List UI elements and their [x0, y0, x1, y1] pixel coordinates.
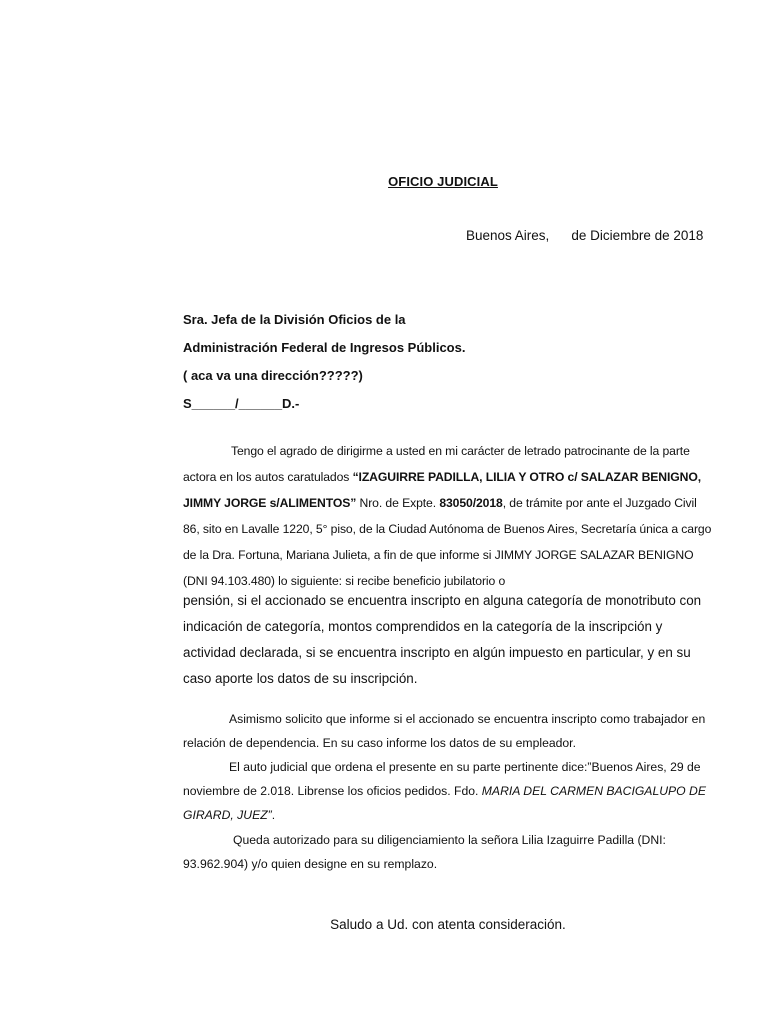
recipient-line-2: Administración Federal de Ingresos Públicos. — [183, 340, 466, 355]
paragraph-request — [183, 438, 715, 594]
recipient-line-3: ( aca va una dirección?????) — [183, 368, 363, 383]
p1-text-3: , de trámite por ante el Juzgado Civil 86, sito en Lavalle 1220, 5° piso, de la Ciudad Autónoma de Buenos Aires, Secretaría única a cargo de la Dra. Fortuna, Mariana Julieta, a fin de que informe si JIMMY JORGE SALAZAR BENIGNO (DNI 94.103.480) lo siguiente: si recibe beneficio jubilatorio o — [183, 496, 712, 588]
date-city: Buenos Aires, — [466, 228, 550, 243]
recipient-line-4: S______/______D.- — [183, 396, 300, 411]
case-number: 83050/2018 — [439, 496, 503, 510]
p4-text-2: . — [271, 808, 276, 822]
paragraph-employment: Asimismo solicito que informe si el accionado se encuentra inscripto como trabajador en relación de dependencia. En su caso informe los datos de su empleador. — [183, 712, 706, 750]
date-month-year: de Diciembre de 2018 — [571, 228, 704, 243]
paragraph-court-order — [183, 755, 715, 827]
judge-signature: MARIA DEL CARMEN BACIGALUPO DE GIRARD, JUEZ” — [183, 784, 706, 822]
recipient-line-1: Sra. Jefa de la División Oficios de la — [183, 312, 406, 327]
case-caption: “IZAGUIRRE PADILLA, LILIA Y OTRO c/ SALAZAR BENIGNO, JIMMY JORGE s/ALIMENTOS” — [183, 470, 702, 510]
paragraph-monotributo: pensión, si el accionado se encuentra inscripto en alguna categoría de monotributo con indicación de categoría, montos comprendidos en la categoría de la inscripción y actividad declarada, si se encuentra inscripto en algún impuesto en particular, y en su caso aporte los datos de su inscripción. — [183, 593, 702, 686]
p1-text-2: Nro. de Expte. — [356, 496, 440, 510]
p4-text-1: El auto judicial que ordena el presente en su parte pertinente dice:”Buenos Aires, 29 de noviembre de 2.018. Librense los oficios pedidos. Fdo. — [183, 760, 701, 798]
date-line — [466, 228, 703, 243]
document-title: OFICIO JUDICIAL — [388, 174, 498, 189]
p1-text-1: Tengo el agrado de dirigirme a usted en mi carácter de letrado patrocinante de la parte actora en los autos caratulados — [183, 444, 690, 484]
recipient-block — [183, 306, 703, 418]
paragraph-authorization: Queda autorizado para su diligenciamiento la señora Lilia Izaguirre Padilla (DNI: 93.962.904) y/o quien designe en su remplazo. — [183, 833, 666, 871]
closing-line: Saludo a Ud. con atenta consideración. — [330, 917, 566, 932]
